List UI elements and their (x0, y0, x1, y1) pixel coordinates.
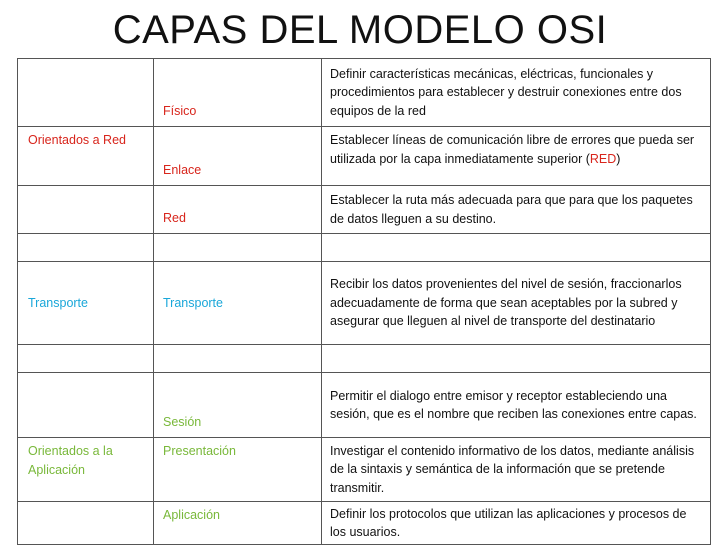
group-cell (18, 373, 154, 438)
layer-cell-presentacion: Presentación (154, 438, 322, 502)
table-row (18, 234, 711, 262)
description-cell: Establecer la ruta más adecuada para que para que los paquetes de datos lleguen a su destino. (322, 186, 711, 234)
layer-cell-red: Red (154, 186, 322, 234)
empty-cell (322, 234, 711, 262)
table-row (18, 127, 711, 186)
layer-cell-transporte: Transporte (154, 262, 322, 345)
description-cell (322, 127, 711, 186)
table-row (18, 502, 711, 545)
description-cell: Investigar el contenido informativo de los datos, mediante análisis de la sintaxis y semántica de la información que se pretende transmitir. (322, 438, 711, 502)
empty-cell (18, 345, 154, 373)
table-row (18, 373, 711, 438)
layer-cell-fisico: Físico (154, 59, 322, 127)
layer-cell-enlace: Enlace (154, 127, 322, 186)
description-cell: Definir características mecánicas, eléctricas, funcionales y procedimientos para establecer y destruir conexiones entre dos equipos de la red (322, 59, 711, 127)
description-cell: Permitir el dialogo entre emisor y receptor estableciendo una sesión, que es el nombre que reciben las conexiones entre capas. (322, 373, 711, 438)
empty-cell (18, 234, 154, 262)
empty-cell (154, 234, 322, 262)
table-row (18, 186, 711, 234)
page-title: CAPAS DEL MODELO OSI (112, 8, 608, 52)
group-cell-orientados-red: Orientados a Red (18, 127, 154, 186)
group-cell-transporte: Transporte (18, 262, 154, 345)
group-cell-orientados-aplicacion: Orientados a la Aplicación (18, 438, 154, 502)
table-row (18, 438, 711, 502)
empty-cell (154, 345, 322, 373)
description-text: ) (616, 151, 621, 166)
table-row (18, 345, 711, 373)
description-cell: Definir los protocolos que utilizan las aplicaciones y procesos de los usuarios. (322, 502, 711, 545)
empty-cell (322, 345, 711, 373)
description-cell: Recibir los datos provenientes del nivel de sesión, fraccionarlos adecuadamente de forma que sean aceptables por la subred y asegurar que lleguen al nivel de transporte del destinatario (322, 262, 711, 345)
description-text: Establecer líneas de comunicación libre de errores que pueda ser utilizada por la capa inmediatamente superior ( (330, 133, 695, 166)
group-cell (18, 59, 154, 127)
layer-cell-aplicacion: Aplicación (154, 502, 322, 545)
group-cell (18, 502, 154, 545)
table-row (18, 59, 711, 127)
osi-layers-table (17, 58, 711, 545)
table-row (18, 262, 711, 345)
description-highlight: RED (589, 151, 617, 166)
group-cell (18, 186, 154, 234)
layer-cell-sesion: Sesión (154, 373, 322, 438)
